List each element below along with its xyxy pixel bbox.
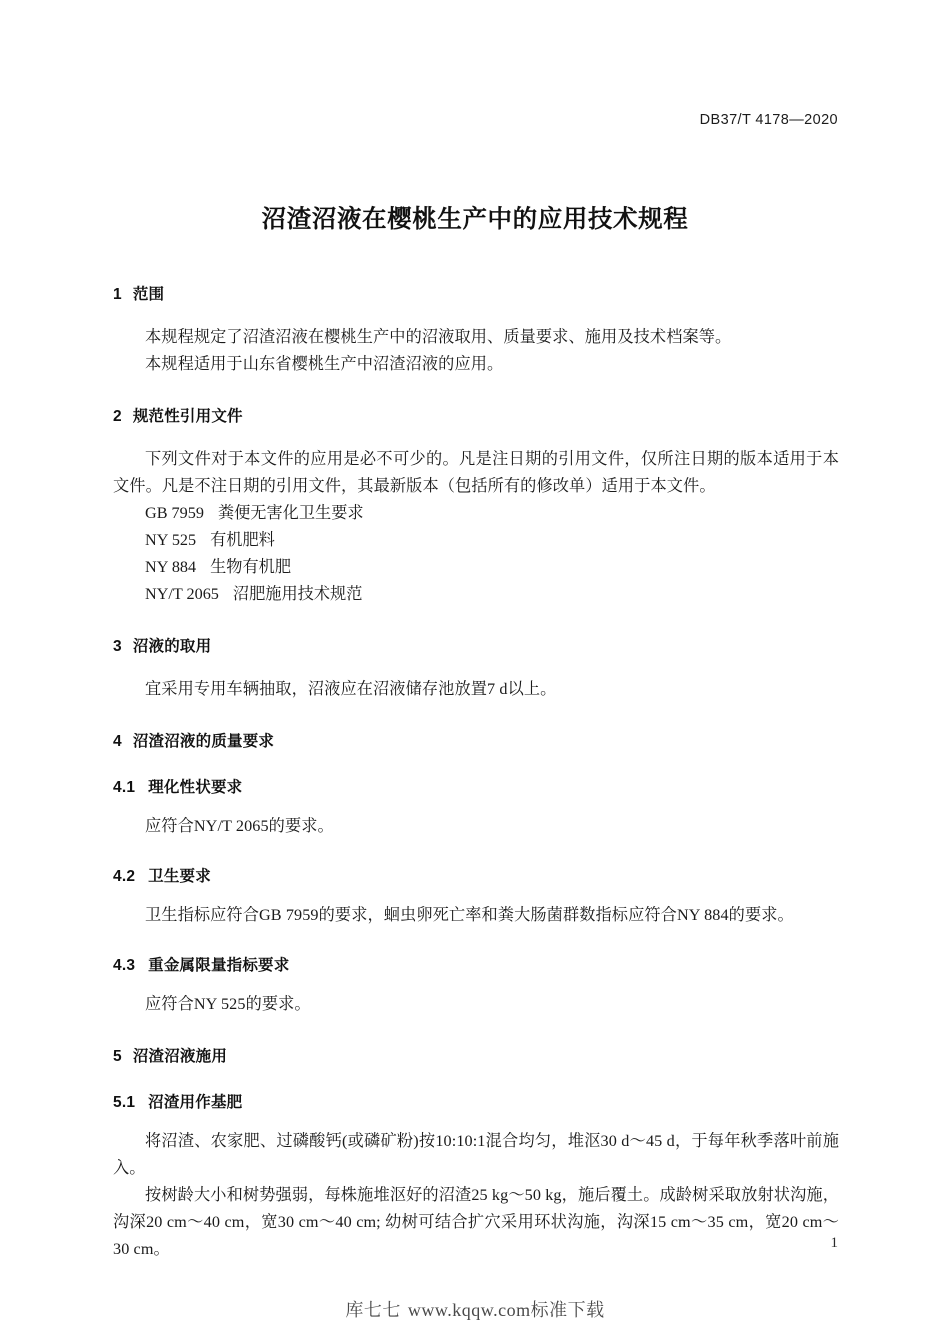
section-title: 范围 (132, 286, 165, 303)
section-number: 2 (113, 408, 122, 425)
list-item (113, 500, 839, 527)
document-body (113, 282, 839, 1263)
paragraph: 卫生指标应符合GB 7959的要求，蛔虫卵死亡率和粪大肠菌群数指标应符合NY 884的要求。 (145, 906, 794, 924)
reference-name: 粪便无害化卫生要求 (217, 504, 364, 522)
section-title: 规范性引用文件 (132, 408, 243, 425)
page-title: 沼渣沼液在樱桃生产中的应用技术规程 (261, 206, 689, 233)
section-title: 沼液的取用 (132, 638, 212, 655)
subsection-number: 5.1 (113, 1094, 136, 1111)
paragraph: 下列文件对于本文件的应用是必不可少的。凡是注日期的引用文件，仅所注日期的版本适用于本文件。凡是不注日期的引用文件，其最新版本（包括所有的修改单）适用于本文件。 (113, 450, 839, 495)
paragraph: 应符合NY/T 2065的要求。 (145, 817, 334, 835)
reference-code: NY/T 2065 (145, 585, 219, 603)
subsection-number: 4.2 (113, 868, 136, 885)
reference-name: 生物有机肥 (210, 558, 292, 576)
list-item (113, 581, 839, 608)
paragraph: 应符合NY 525的要求。 (145, 995, 311, 1013)
document-header-standard-code: DB37/T 4178—2020 (699, 112, 838, 128)
paragraph: 宜采用专用车辆抽取，沼液应在沼液储存池放置7 d以上。 (145, 680, 557, 698)
subsection-title: 重金属限量指标要求 (148, 957, 290, 974)
subsection-heading-4-1 (113, 775, 839, 797)
paragraph: 将沼渣、农家肥、过磷酸钙(或磷矿粉)按10:10:1混合均匀，堆沤30 d～45 d，于每年秋季落叶前施入。 (113, 1132, 839, 1177)
watermark-url: www.kqqw.com (407, 1300, 531, 1320)
reference-name: 沼肥施用技术规范 (232, 585, 363, 603)
section-title: 沼渣沼液的质量要求 (132, 733, 275, 750)
subsection-heading-5-1 (113, 1090, 839, 1112)
watermark-site-name: 库七七 (345, 1300, 401, 1320)
subsection-number: 4.1 (113, 779, 136, 796)
page-number: 1 (830, 1235, 838, 1251)
subsection-heading-4-3 (113, 953, 839, 975)
paragraph: 本规程适用于山东省樱桃生产中沼渣沼液的应用。 (145, 355, 504, 373)
subsection-heading-4-2 (113, 864, 839, 886)
section-heading-3 (113, 634, 839, 656)
section-heading-1 (113, 282, 839, 304)
paragraph: 按树龄大小和树势强弱，每株施堆沤好的沼渣25 kg～50 kg，施后覆土。成龄树采取放射状沟施，沟深20 cm～40 cm，宽30 cm～40 cm; 幼树可结合扩穴采用环状沟施，沟深15 cm～35 cm，宽20 cm～30 cm。 (113, 1186, 839, 1258)
reference-code: NY 884 (145, 558, 197, 576)
section-number: 1 (113, 286, 122, 303)
section-number: 3 (113, 638, 122, 655)
subsection-title: 理化性状要求 (148, 779, 243, 796)
normative-references-list (113, 500, 839, 608)
section-heading-5 (113, 1044, 839, 1066)
subsection-number: 4.3 (113, 957, 136, 974)
reference-code: NY 525 (145, 531, 197, 549)
section-number: 5 (113, 1048, 122, 1065)
footer-watermark (0, 1296, 950, 1322)
list-item (113, 527, 839, 554)
section-heading-4 (113, 729, 839, 751)
subsection-title: 沼渣用作基肥 (148, 1094, 243, 1111)
subsection-title: 卫生要求 (148, 868, 211, 885)
reference-code: GB 7959 (145, 504, 204, 522)
paragraph: 本规程规定了沼渣沼液在樱桃生产中的沼液取用、质量要求、施用及技术档案等。 (145, 328, 732, 346)
list-item (113, 554, 839, 581)
watermark-suffix: 标准下载 (530, 1300, 605, 1320)
section-number: 4 (113, 733, 122, 750)
section-heading-2 (113, 404, 839, 426)
section-title: 沼渣沼液施用 (132, 1048, 228, 1065)
reference-name: 有机肥料 (210, 531, 275, 549)
